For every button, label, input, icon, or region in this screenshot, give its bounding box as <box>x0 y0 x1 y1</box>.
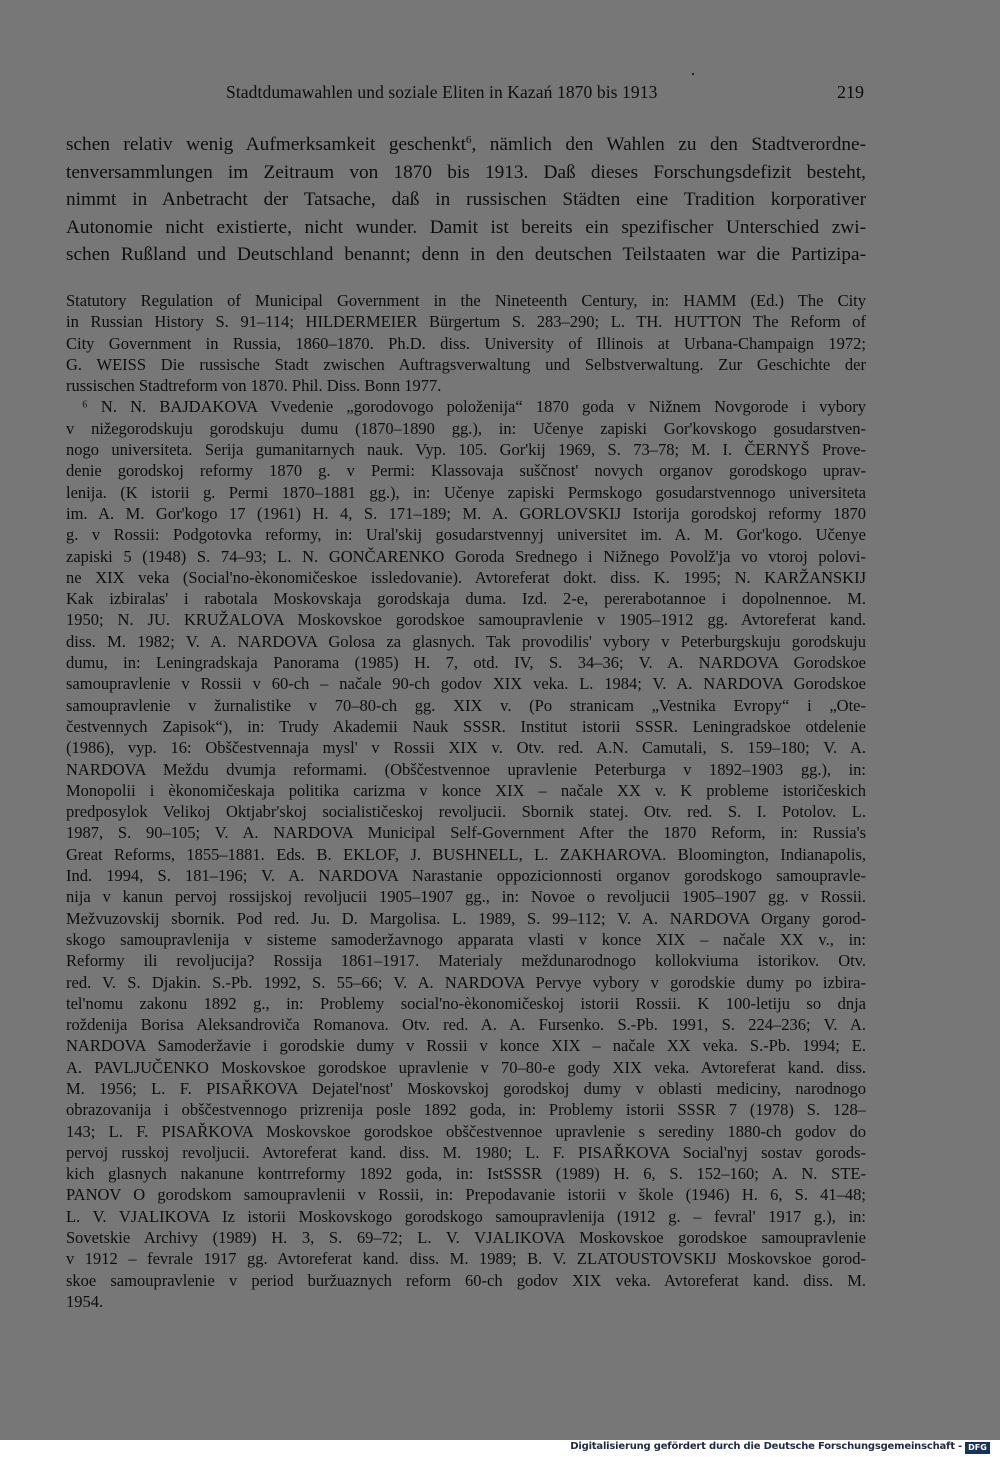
footnote-line: in Russian History S. 91–114; HILDERMEIER Bürgertum S. 283–290; L. TH. HUTTON The Reform of <box>66 312 866 332</box>
footnote-line: samoupravlenie v žurnalistike v 70–80-ch gg. XIX v. (Po stranicam „Vestnika Evropy“ i „Ote- <box>66 695 866 715</box>
main-paragraph <box>66 131 866 269</box>
footnote-line: NARDOVA Samoderžavie i gorodskie dumy v Rossii v konce XIX – načale XX veka. S.-Pb. 1994; E. <box>66 1036 866 1056</box>
dfg-credit: Digitalisierung gefördert durch die Deutsche Forschungsgemeinschaft - <box>570 1441 962 1452</box>
footnote-line: kich glasnych nakanune kontrreformy 1892 goda, in: IstSSSR (1989) H. 6, S. 152–160; A. N. STE- <box>66 1164 866 1184</box>
footnote-line: tel'nomu zakonu 1892 g., in: Problemy social'no-èkonomičeskoj istorii Rossii. K 100-letiju so dnja <box>66 993 866 1013</box>
footnote-line: pervoj russkoj revoljucii. Avtoreferat kand. diss. M. 1980; L. F. PISAŘKOVA Social'nyj sostav gorods- <box>66 1142 866 1162</box>
footnote-line: russischen Stadtreform von 1870. Phil. Diss. Bonn 1977. <box>66 376 442 396</box>
body-line: nimmt in Anbetracht der Tatsache, daß in russischen Städten eine Tradition korporativer <box>66 189 866 210</box>
footnote-line: nogo universiteta. Serija gumanitarnych nauk. Vyp. 105. Gor'kij 1969, S. 73–78; M. I. ČERNYŠ Prove- <box>66 440 866 460</box>
footnote-line: denie gorodskoj reformy 1870 g. v Permi: Klassovaja suščnost' novych organov gorodskogo uprav- <box>66 461 866 481</box>
body-line: tenversammlungen im Zeitraum von 1870 bis 1913. Daß dieses Forschungsdefizit besteht, <box>66 161 866 183</box>
footnote-line: v nižegorodskuju gorodskuju dumu (1870–1890 gg.), in: Učenye zapiski Gor'kovskogo gosudarstven- <box>66 418 866 438</box>
running-head: Stadtdumawahlen und soziale Eliten in Kazań 1870 bis 1913 <box>226 82 658 102</box>
footnote-line: v 1912 – fevrale 1917 gg. Avtoreferat kand. diss. M. 1989; B. V. ZLATOUSTOVSKIJ Moskovskoe gorod- <box>66 1249 866 1269</box>
page-number: 219 <box>837 82 864 102</box>
footnote-line: čestvennych Zapisok“), in: Trudy Akademii Nauk SSSR. Institut istorii SSSR. Leningradskoe otdelenie <box>66 716 866 736</box>
footnote-line: samoupravlenie v Rossii v 60-ch – načale 90-ch godov XIX veka. L. 1984; V. A. NARDOVA Gorodskoe <box>66 674 866 694</box>
footnote-line: NARDOVA Meždu dvumja reformami. (Obščestvennoe upravlenie Peterburga v 1892–1903 gg.), in: <box>66 759 866 779</box>
footnote-line: M. 1956; L. F. PISAŘKOVA Dejatel'nost' Moskovskoj gorodskoj dumy v oblasti mediciny, narodnogo <box>66 1078 866 1098</box>
page-header <box>66 82 866 110</box>
footnote-line: Mežvuzovskij sbornik. Pod red. Ju. D. Margolisa. L. 1989, S. 99–112; V. A. NARDOVA Organy gorod- <box>66 908 866 928</box>
footnote-line: zapiski 5 (1948) S. 74–93; L. N. GONČARENKO Goroda Srednego i Nižnego Povolž'ja vo vtoroj polovi- <box>66 546 866 566</box>
footnote-line: 1950; N. JU. KRUŽALOVA Moskovskoe gorodskoe samoupravlenie v 1905–1912 gg. Avtoreferat kand. <box>66 610 866 630</box>
footnote-line: nija v kanun pervoj rossijskoj revoljucii 1905–1907 gg., in: Novoe o revoljucii 1905–1907 gg. v Rossii. <box>66 887 866 907</box>
footnote-line: A. PAVLJUČENKO Moskovskoe gorodskoe upravlenie v 70–80-e gody XIX veka. Avtoreferat kand. diss. <box>66 1057 866 1077</box>
footnote-line: dumu, in: Leningradskaja Panorama (1985) H. 7, otd. IV, S. 34–36; V. A. NARDOVA Gorodskoe <box>66 653 866 673</box>
footnote-line: predposylok Velikoj Oktjabr'skoj socialističeskoj revoljucii. Sbornik statej. Otv. red. S. I. Potolov. L. <box>66 802 866 822</box>
dfg-logo: DFG <box>965 1442 990 1454</box>
footnote-line: PANOV O gorodskom samoupravlenii v Rossii, in: Prepodavanie istorii v škole (1946) H. 6, S. 41–48; <box>66 1185 866 1205</box>
footnote-line: diss. M. 1982; V. A. NARDOVA Golosa za glasnych. Tak provodilis' vybory v Peterburgskuju gorodskuju <box>66 631 866 651</box>
footnote-line: obrazovanija i obščestvennogo prizrenija posle 1892 goda, in: Problemy istorii SSSR 7 (1978) S. 128– <box>66 1100 866 1120</box>
footnote-line: Ind. 1994, S. 181–196; V. A. NARDOVA Narastanie oppozicionnosti organov gorodskogo samoupravle- <box>66 866 866 886</box>
footnote-line: 1987, S. 90–105; V. A. NARDOVA Municipal Self-Government After the 1870 Reform, in: Russia's <box>66 823 866 843</box>
footnote-line: (1986), vyp. 16: Obščestvennaja mysl' v Rossii XIX v. Otv. red. A.N. Camutali, S. 159–180; V. A. <box>66 738 866 758</box>
footnote-line: Statutory Regulation of Municipal Government in the Nineteenth Century, in: HAMM (Ed.) The City <box>66 291 866 310</box>
footnote-line: Sovetskie Archivy (1989) H. 3, S. 69–72; L. V. VJALIKOVA Moskovskoe gorodskoe samoupravlenie <box>66 1228 866 1248</box>
footnote-line: skoe samoupravlenie v period buržuaznych reform 60-ch godov XIX veka. Avtoreferat kand. diss. M. <box>66 1270 866 1290</box>
footnote-ref: 6 <box>465 134 472 146</box>
footnote-line: im. A. M. Gor'kogo 17 (1961) H. 4, S. 171–189; M. A. GORLOVSKIJ Istorija gorodskoj reformy 1870 <box>66 503 866 523</box>
footnote-line: lenija. (K istorii g. Permi 1870–1881 gg.), in: Učenye zapiski Permskogo gosudarstvennogo universiteta <box>66 482 866 502</box>
footnote-line: g. v Rossii: Podgotovka reformy, in: Ural'skij gosudarstvennyj universitet im. A. M. Gor'kogo. Učenye <box>66 525 866 545</box>
footnote-line: G. WEISS Die russische Stadt zwischen Auftragsverwaltung und Selbstverwaltung. Zur Geschichte der <box>66 354 866 374</box>
footnote-line: Kak izbiralas' i rabotala Moskovskaja gorodskaja duma. Izd. 2-e, pererabotannoe i dopolnennoe. M. <box>66 589 866 609</box>
footnote-line: 143; L. F. PISAŘKOVA Moskovskoe gorodskoe obščestvennoe upravlenie s serediny 1880-ch godov do <box>66 1121 866 1141</box>
body-line: schen Rußland und Deutschland benannt; denn in den deutschen Teilstaaten war die Partizipa- <box>66 244 866 265</box>
body-line: Autonomie nicht existierte, nicht wunder. Damit ist bereits ein spezifischer Unterschied zwi- <box>66 216 866 238</box>
footnote-line: City Government in Russia, 1860–1870. Ph.D. diss. University of Illinois at Urbana-Champaign 1972; <box>66 333 866 353</box>
footnote-line: Monopolii i èkonomičeskaja politika carizma v konce XIX – načale XX v. K probleme istoričeskich <box>66 780 866 800</box>
footnote-line: ⁶ N. N. BAJDAKOVA Vvedenie „gorodovogo položenija“ 1870 goda v Nižnem Novgorode i vybory <box>82 397 866 417</box>
footnotes-block <box>66 290 866 1312</box>
footnote-line: red. V. S. Djakin. S.-Pb. 1992, S. 55–66; V. A. NARDOVA Pervye vybory v gorodskie dumy po izbira- <box>66 972 866 992</box>
footnote-line: L. V. VJALIKOVA Iz istorii Moskovskogo gorodskogo samoupravlenija (1912 g. – fevral' 1917 g.), in: <box>66 1206 866 1226</box>
footnote-line: roždenija Borisa Aleksandroviča Romanova. Otv. red. A. A. Fursenko. S.-Pb. 1991, S. 224–236; V. A. <box>66 1015 866 1035</box>
scan-speck <box>692 73 694 75</box>
footnote-line: skogo samoupravlenija v sisteme samoderžavnogo apparata vlasti v konce XIX – načale XX v., in: <box>66 929 866 949</box>
body-line: schen relativ wenig Aufmerksamkeit geschenkt$^6$, nämlich den Wahlen zu den Stadtverordne- <box>66 134 866 155</box>
footnote-line: ne XIX veka (Social'no-èkonomičeskoe issledovanie). Avtoreferat dokt. diss. K. 1995; N. KARŽANSKIJ <box>66 567 866 587</box>
footnote-line: Reformy ili revoljucija? Rossija 1861–1917. Materialy meždunarodnogo kollokviuma istorikov. Otv. <box>66 951 866 971</box>
footnote-line: 1954. <box>66 1291 104 1311</box>
digitization-footer <box>0 1440 1000 1457</box>
footnote-line: Great Reforms, 1855–1881. Eds. B. EKLOF, J. BUSHNELL, L. ZAKHAROVA. Bloomington, Indianapolis, <box>66 844 866 864</box>
